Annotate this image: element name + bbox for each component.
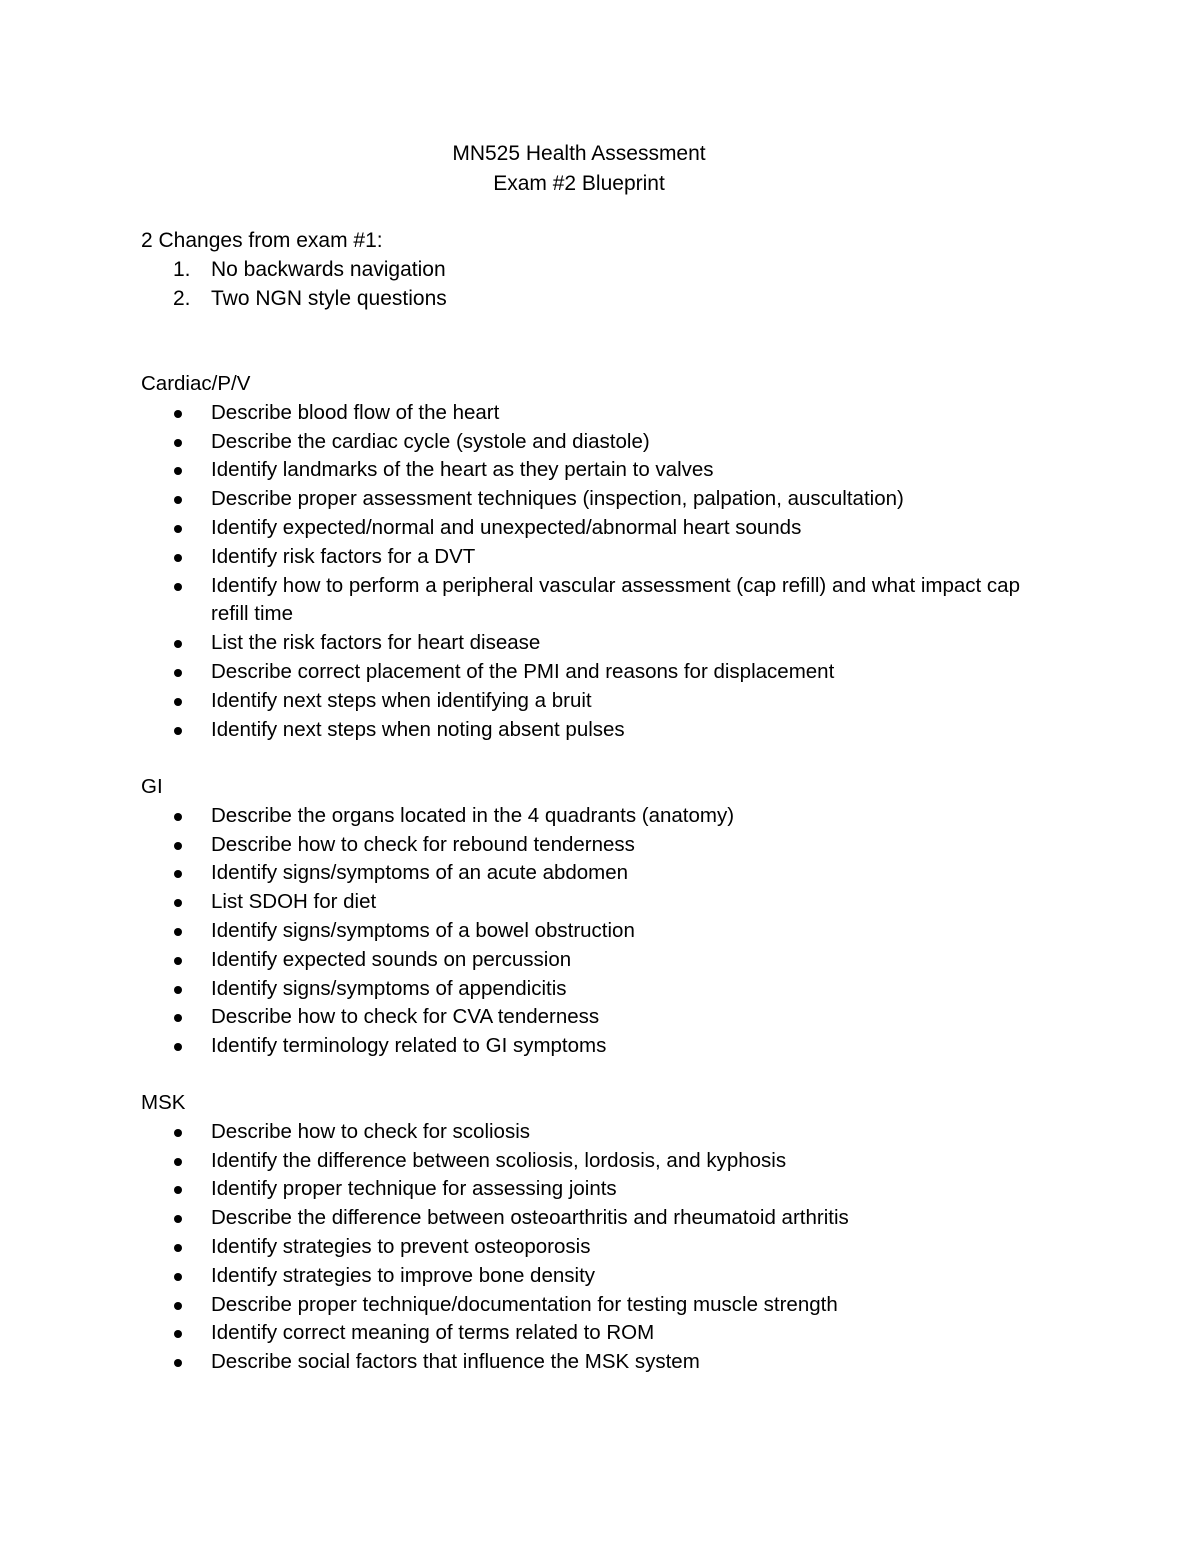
bullet-icon	[174, 698, 182, 706]
bullet-list	[141, 802, 1061, 1061]
bullet-icon	[174, 496, 182, 504]
list-item-text: Identify expected sounds on percussion	[211, 947, 572, 971]
list-item	[141, 1262, 1061, 1291]
list-item-text: Identify terminology related to GI symptoms	[211, 1034, 607, 1058]
bullet-icon	[174, 669, 182, 677]
list-item-text: List the risk factors for heart disease	[211, 631, 541, 655]
bullet-list	[141, 399, 1061, 745]
bullet-icon	[174, 727, 182, 735]
bullet-icon	[174, 1273, 182, 1281]
list-item-text: Identify correct meaning of terms related to ROM	[211, 1321, 655, 1345]
list-item	[141, 1032, 1061, 1061]
bullet-icon	[174, 813, 182, 821]
bullet-icon	[174, 640, 182, 648]
list-item	[141, 859, 1061, 888]
list-item-text: Describe proper technique/documentation for testing muscle strength	[211, 1292, 838, 1316]
list-item	[141, 1204, 1061, 1233]
list-item-text: Identify landmarks of the heart as they pertain to valves	[211, 458, 714, 482]
bullet-icon	[174, 870, 182, 878]
list-item-text: Identify strategies to improve bone density	[211, 1263, 596, 1287]
title-block	[0, 139, 1158, 199]
changes-item-text: No backwards navigation	[211, 258, 446, 281]
bullet-icon	[174, 439, 182, 447]
changes-section	[141, 226, 447, 313]
list-item	[141, 485, 1061, 514]
list-item	[141, 1175, 1061, 1204]
list-item-text: Describe how to check for scoliosis	[211, 1119, 531, 1143]
page-title: MN525 Health Assessment	[452, 142, 706, 165]
bullet-icon	[174, 1302, 182, 1310]
bullet-icon	[174, 583, 182, 591]
list-item-text: Identify risk factors for a DVT	[211, 544, 476, 568]
list-item	[141, 1003, 1061, 1032]
list-item	[141, 572, 1061, 630]
list-item-text: Identify the difference between scoliosis, lordosis, and kyphosis	[211, 1148, 787, 1172]
list-item	[141, 946, 1061, 975]
list-item	[141, 802, 1061, 831]
list-item-text: Describe the difference between osteoarthritis and rheumatoid arthritis	[211, 1206, 849, 1230]
bullet-icon	[174, 1129, 182, 1137]
changes-item	[141, 284, 447, 313]
bullet-icon	[174, 986, 182, 994]
list-item	[141, 1118, 1061, 1147]
list-item-text: Identify expected/normal and unexpected/abnormal heart sounds	[211, 515, 802, 539]
bullet-icon	[174, 1215, 182, 1223]
list-item	[141, 514, 1061, 543]
list-item	[141, 456, 1061, 485]
list-item	[141, 716, 1061, 745]
bullet-icon	[174, 1359, 182, 1367]
section-msk	[141, 1089, 1061, 1377]
list-item-text: Describe the organs located in the 4 quadrants (anatomy)	[211, 803, 735, 827]
list-item	[141, 1147, 1061, 1176]
list-item	[141, 687, 1061, 716]
bullet-icon	[174, 1014, 182, 1022]
list-item	[141, 399, 1061, 428]
list-item-text: Describe social factors that influence the MSK system	[211, 1350, 700, 1374]
list-item-text: Describe proper assessment techniques (inspection, palpation, auscultation)	[211, 487, 904, 511]
list-item-text: Identify next steps when identifying a bruit	[211, 688, 592, 712]
list-item-text: Identify strategies to prevent osteoporosis	[211, 1234, 591, 1258]
bullet-icon	[174, 928, 182, 936]
list-item	[141, 1319, 1061, 1348]
changes-item-number: 2.	[173, 287, 191, 310]
changes-heading: 2 Changes from exam #1:	[141, 229, 383, 252]
list-item	[141, 629, 1061, 658]
list-item-text: Describe correct placement of the PMI and reasons for displacement	[211, 659, 835, 683]
list-item-text: Identify next steps when noting absent pulses	[211, 717, 625, 741]
section-heading: GI	[141, 775, 163, 798]
list-item	[141, 428, 1061, 457]
section-gi	[141, 773, 1061, 1061]
list-item	[141, 888, 1061, 917]
list-item	[141, 658, 1061, 687]
section-heading: MSK	[141, 1091, 186, 1114]
page-subtitle: Exam #2 Blueprint	[493, 172, 665, 195]
list-item-text: Identify signs/symptoms of an acute abdomen	[211, 861, 629, 885]
list-item-text: Identify how to perform a peripheral vascular assessment (cap refill) and what impact cap refill time	[211, 573, 1020, 626]
list-item	[141, 975, 1061, 1004]
list-item-text: Describe the cardiac cycle (systole and diastole)	[211, 429, 650, 453]
section-cardiac	[141, 370, 1061, 744]
list-item-text: Identify signs/symptoms of a bowel obstruction	[211, 918, 635, 942]
bullet-icon	[174, 410, 182, 418]
list-item	[141, 543, 1061, 572]
bullet-icon	[174, 1043, 182, 1051]
list-item-text: Describe blood flow of the heart	[211, 400, 500, 424]
list-item-text: Identify proper technique for assessing joints	[211, 1177, 617, 1201]
bullet-icon	[174, 842, 182, 850]
list-item	[141, 1348, 1061, 1377]
list-item-text: Identify signs/symptoms of appendicitis	[211, 976, 567, 1000]
list-item-text: List SDOH for diet	[211, 890, 377, 914]
changes-item-number: 1.	[173, 258, 191, 281]
list-item	[141, 1291, 1061, 1320]
bullet-icon	[174, 525, 182, 533]
list-item	[141, 917, 1061, 946]
section-heading: Cardiac/P/V	[141, 372, 251, 395]
changes-item-text: Two NGN style questions	[211, 287, 447, 310]
bullet-icon	[174, 467, 182, 475]
bullet-icon	[174, 957, 182, 965]
bullet-icon	[174, 899, 182, 907]
bullet-list	[141, 1118, 1061, 1377]
bullet-icon	[174, 1186, 182, 1194]
list-item	[141, 1233, 1061, 1262]
changes-item	[141, 255, 447, 284]
list-item-text: Describe how to check for rebound tenderness	[211, 832, 635, 856]
bullet-icon	[174, 1330, 182, 1338]
list-item-text: Describe how to check for CVA tenderness	[211, 1005, 600, 1029]
list-item	[141, 831, 1061, 860]
bullet-icon	[174, 1244, 182, 1252]
bullet-icon	[174, 554, 182, 562]
bullet-icon	[174, 1158, 182, 1166]
